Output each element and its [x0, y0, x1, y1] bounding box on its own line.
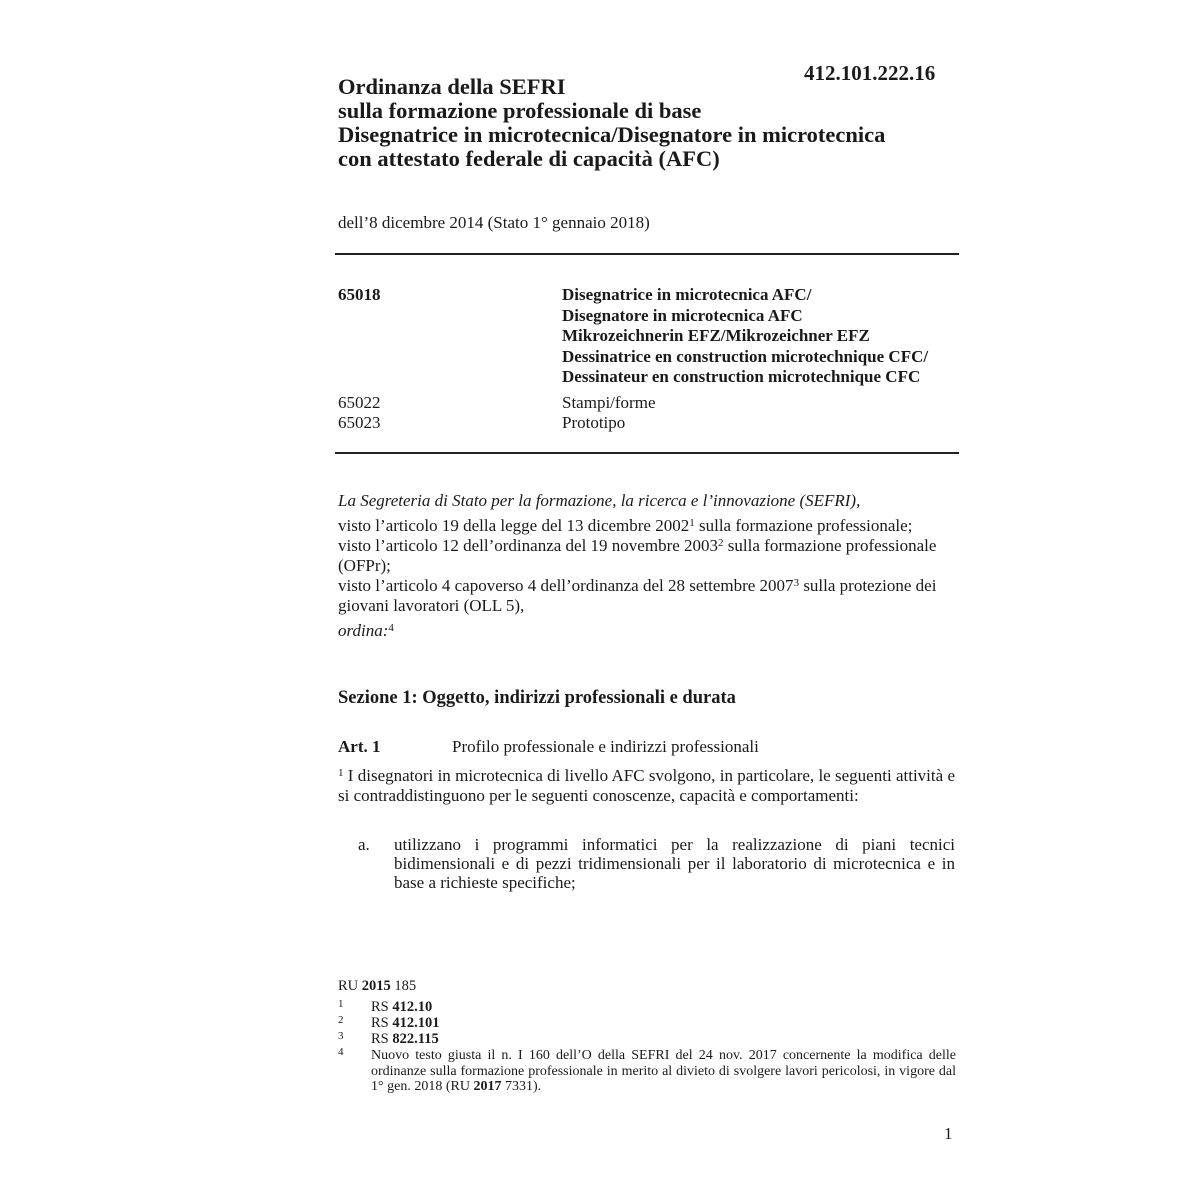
title-line: sulla formazione professionale di base	[338, 98, 702, 123]
profession-code-sub: 65023	[338, 413, 381, 432]
title-line: Ordinanza della SEFRI	[338, 74, 566, 99]
ru-reference: RU 2015 185	[338, 978, 417, 994]
paragraph-number: 1	[338, 767, 344, 779]
section-heading: Sezione 1: Oggetto, indirizzi professionali e durata	[338, 688, 736, 708]
list-item-letter: a.	[358, 835, 370, 854]
preamble-basis: visto l’articolo 19 della legge del 13 dicembre 2002$^1$ sulla formazione professionale;	[338, 516, 913, 535]
article-paragraph: $^1$ I disegnatori in microtecnica di livello AFC svolgono, in particolare, le seguenti attività e si contraddistinguono per le seguenti conoscenze, capacità e comportamenti:	[338, 766, 955, 805]
profession-name: Disegnatrice in microtecnica AFC/	[562, 285, 812, 304]
preamble-ordina: ordina:$^4$	[338, 621, 394, 640]
title-line: con attestato federale di capacità (AFC)	[338, 146, 720, 171]
profession-names	[562, 285, 928, 388]
ordinance-date: dell’8 dicembre 2014 (Stato 1° gennaio 2018)	[338, 213, 650, 232]
list-item: utilizzano i programmi informatici per la realizzazione di piani tecnici bidimensionali e di pezzi tridimensionali per il laboratorio di microtecnica e in base a richieste specifiche;	[394, 835, 955, 892]
footnote-ref[interactable]: 3	[793, 577, 800, 589]
article-number: Art. 1	[338, 737, 381, 756]
profession-name: Mikrozeichnerin EFZ/Mikrozeichner EFZ	[562, 326, 870, 345]
preamble-basis: visto l’articolo 12 dell’ordinanza del 19 novembre 2003$^2$ sulla formazione professionale (OFPr);	[338, 536, 937, 575]
title-line: Disegnatrice in microtecnica/Disegnatore in microtecnica	[338, 122, 886, 147]
profession-code-main: 65018	[338, 285, 381, 304]
ordinance-title	[338, 75, 885, 171]
profession-name: Dessinatrice en construction microtechnique CFC/	[562, 346, 929, 366]
preamble-authority: La Segreteria di Stato per la formazione, la ricerca e l’innovazione (SEFRI),	[338, 491, 861, 510]
article-title: Profilo professionale e indirizzi professionali	[452, 737, 759, 756]
page-number: 1	[944, 1124, 953, 1143]
preamble	[338, 491, 958, 641]
footnote-ref[interactable]: 2	[718, 537, 724, 549]
divider-bottom	[335, 452, 959, 454]
footnote-ref[interactable]: 4	[388, 622, 394, 634]
preamble-basis: visto l’articolo 4 capoverso 4 dell’ordinanza del 28 settembre 2007$^3$ sulla protezione dei giovani lavoratori (OLL 5),	[338, 576, 937, 615]
footnote-text: Nuovo testo giusta il n. I 160 dell’O della SEFRI del 24 nov. 2017 concernente la modifica delle ordinanze sulla formazione professionale in merito al divieto di svolgere lavori pericolosi, in vigore dal 1° gen. 2018 (RU 2017 7331).	[371, 1048, 956, 1094]
sr-number: 412.101.222.16	[804, 61, 936, 85]
profession-code-sub: 65022	[338, 393, 381, 412]
footnote-ref[interactable]: 1	[689, 517, 695, 529]
divider-top	[335, 253, 959, 255]
profession-name: Dessinateur en construction microtechnique CFC	[562, 367, 921, 386]
profession-name: Disegnatore in microtecnica AFC	[562, 305, 803, 325]
profession-sub-name: Prototipo	[562, 413, 626, 432]
profession-sub-name: Stampi/forme	[562, 393, 656, 412]
